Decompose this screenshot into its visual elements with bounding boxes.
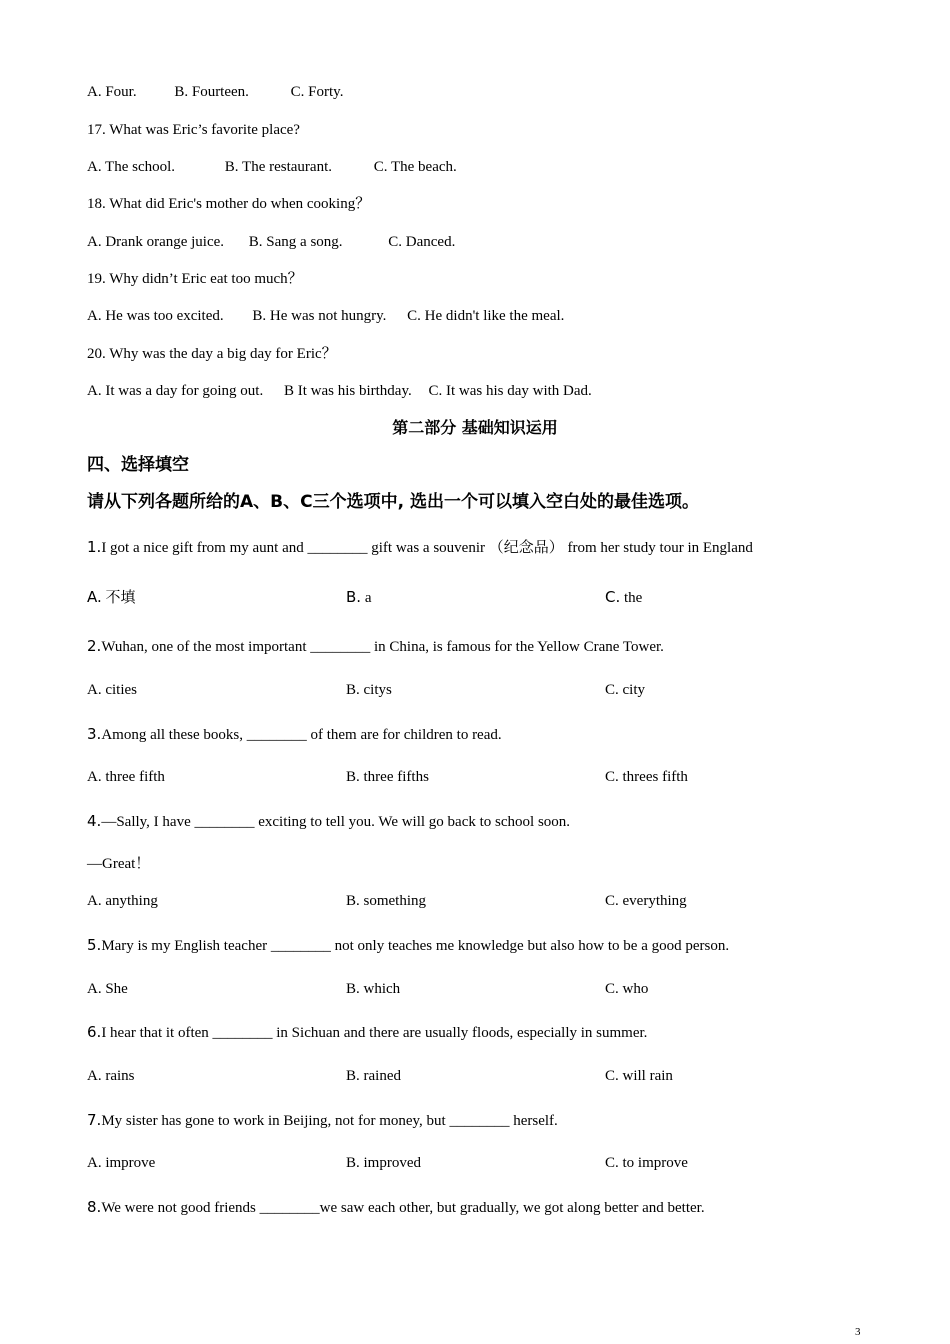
question-text: We were not good friends ________we saw each other, but gradually, we got along better and better. <box>101 1200 705 1216</box>
option: B. Sang a song. <box>248 234 343 250</box>
question-number: 4. <box>87 812 102 830</box>
option-label: B. <box>346 588 362 606</box>
option-label: B. <box>346 981 360 997</box>
question-5 <box>87 935 729 956</box>
option-label: A. <box>87 682 102 698</box>
option-text: rains <box>105 1068 135 1084</box>
option-c <box>605 767 688 787</box>
option-label: A. <box>87 769 102 785</box>
option-text: improved <box>363 1155 422 1171</box>
option-b <box>346 979 400 999</box>
option: C. Danced. <box>388 234 456 250</box>
question-text: Among all these books, ________ of them are for children to read. <box>101 727 502 743</box>
q19-options <box>87 306 564 326</box>
q3-options <box>87 767 867 787</box>
question-19: 19. Why didn’t Eric eat too much？ <box>87 271 303 287</box>
option: C. It was his day with Dad. <box>428 383 592 399</box>
option-text: cities <box>105 682 137 698</box>
option-a <box>87 979 128 999</box>
option-b <box>346 1066 401 1086</box>
option: C. Forty. <box>290 84 344 100</box>
option-c <box>605 680 645 700</box>
option-text: the <box>624 590 643 606</box>
option: A. The school. <box>87 159 176 175</box>
option-text: citys <box>363 682 392 698</box>
option-a <box>87 891 158 911</box>
option-text: She <box>105 981 128 997</box>
option-label: B. <box>346 682 360 698</box>
q17-options <box>87 157 457 177</box>
option-text: which <box>363 981 401 997</box>
option: A. It was a day for going out. <box>87 383 264 399</box>
question-number: 6. <box>87 1023 102 1041</box>
option: B. The restaurant. <box>224 159 332 175</box>
option-text: something <box>363 893 427 909</box>
option-label: B. <box>346 893 360 909</box>
option: B. He was not hungry. <box>252 308 387 324</box>
question-number: 1. <box>87 538 102 556</box>
question-4 <box>87 811 570 832</box>
page-number: 3 <box>855 1326 861 1338</box>
option-b <box>346 680 392 700</box>
option-text: threes fifth <box>622 769 688 785</box>
option-label: A. <box>87 588 102 606</box>
question-3 <box>87 724 502 745</box>
option-label: C. <box>605 1068 619 1084</box>
option-c <box>605 1066 673 1086</box>
option-label: C. <box>605 981 619 997</box>
option-b <box>346 1153 421 1173</box>
option-label: A. <box>87 1155 102 1171</box>
option-text: three fifths <box>363 769 429 785</box>
option-b <box>346 767 429 787</box>
option-b <box>346 587 371 608</box>
option-text: will rain <box>622 1068 673 1084</box>
question-text: My sister has gone to work in Beijing, not for money, but ________ herself. <box>101 1113 558 1129</box>
option-a <box>87 1153 155 1173</box>
question-number: 2. <box>87 637 102 655</box>
option-text: city <box>622 682 646 698</box>
q6-options <box>87 1066 867 1086</box>
option-c <box>605 979 648 999</box>
option-a <box>87 767 165 787</box>
question-7 <box>87 1110 558 1131</box>
question-20: 20. Why was the day a big day for Eric？ <box>87 346 337 362</box>
option-label: A. <box>87 981 102 997</box>
question-8 <box>87 1197 705 1218</box>
option-text: to improve <box>622 1155 688 1171</box>
q16-options <box>87 82 343 102</box>
option-label: C. <box>605 588 621 606</box>
option: C. The beach. <box>373 159 457 175</box>
question-text: Wuhan, one of the most important ________ in China, is famous for the Yellow Crane Tower. <box>101 639 664 655</box>
option-text: everything <box>622 893 687 909</box>
option-c <box>605 1153 688 1173</box>
option-text: rained <box>363 1068 401 1084</box>
section4-title: 四、选择填空 <box>87 455 189 475</box>
question-number: 8. <box>87 1198 102 1216</box>
option-label: A. <box>87 1068 102 1084</box>
option-label: C. <box>605 1155 619 1171</box>
option-label: C. <box>605 682 619 698</box>
question-text: Mary is my English teacher ________ not only teaches me knowledge but also how to be a good person. <box>101 938 730 954</box>
question-text: I got a nice gift from my aunt and ________ gift was a souvenir （纪念品） from her study tour in England <box>101 540 753 556</box>
option-a <box>87 680 137 700</box>
option-label: A. <box>87 893 102 909</box>
q2-options <box>87 680 867 700</box>
question-1 <box>87 537 753 558</box>
q18-options <box>87 232 455 252</box>
question-text: —Sally, I have ________ exciting to tell you. We will go back to school soon. <box>101 814 571 830</box>
option: A. Four. <box>87 84 137 100</box>
option-b <box>346 891 426 911</box>
option: A. He was too excited. <box>87 308 224 324</box>
option-c <box>605 891 687 911</box>
option-label: C. <box>605 769 619 785</box>
option-text: 不填 <box>105 590 136 606</box>
option-text: three fifth <box>105 769 165 785</box>
option-label: B. <box>346 1068 360 1084</box>
option-text: a <box>364 590 372 606</box>
option-label: C. <box>605 893 619 909</box>
question-number: 3. <box>87 725 102 743</box>
part2-title: 第二部分 基础知识运用 <box>392 418 558 437</box>
option-text: who <box>622 981 649 997</box>
q7-options <box>87 1153 867 1173</box>
option-a <box>87 587 136 608</box>
question-number: 7. <box>87 1111 102 1129</box>
q4-options <box>87 891 867 911</box>
option-a <box>87 1066 135 1086</box>
option-text: anything <box>105 893 158 909</box>
q5-options <box>87 979 867 999</box>
option: B. Fourteen. <box>174 84 249 100</box>
option: A. Drank orange juice. <box>87 234 225 250</box>
question-4-response: —Great！ <box>87 856 151 872</box>
question-17: 17. What was Eric’s favorite place? <box>87 122 300 138</box>
option-text: improve <box>105 1155 156 1171</box>
question-number: 5. <box>87 936 102 954</box>
option-c <box>605 587 642 608</box>
question-18: 18. What did Eric's mother do when cooking？ <box>87 196 371 212</box>
q1-options <box>87 587 867 607</box>
option: B It was his birthday. <box>283 383 412 399</box>
instructions: 请从下列各题所给的A、B、C三个选项中, 选出一个可以填入空白处的最佳选项。 <box>87 492 699 512</box>
question-text: I hear that it often ________ in Sichuan and there are usually floods, especially in summer. <box>101 1025 648 1041</box>
question-2 <box>87 636 664 657</box>
option: C. He didn't like the meal. <box>407 308 565 324</box>
option-label: B. <box>346 1155 360 1171</box>
q20-options <box>87 381 592 401</box>
option-label: B. <box>346 769 360 785</box>
question-6 <box>87 1022 647 1043</box>
